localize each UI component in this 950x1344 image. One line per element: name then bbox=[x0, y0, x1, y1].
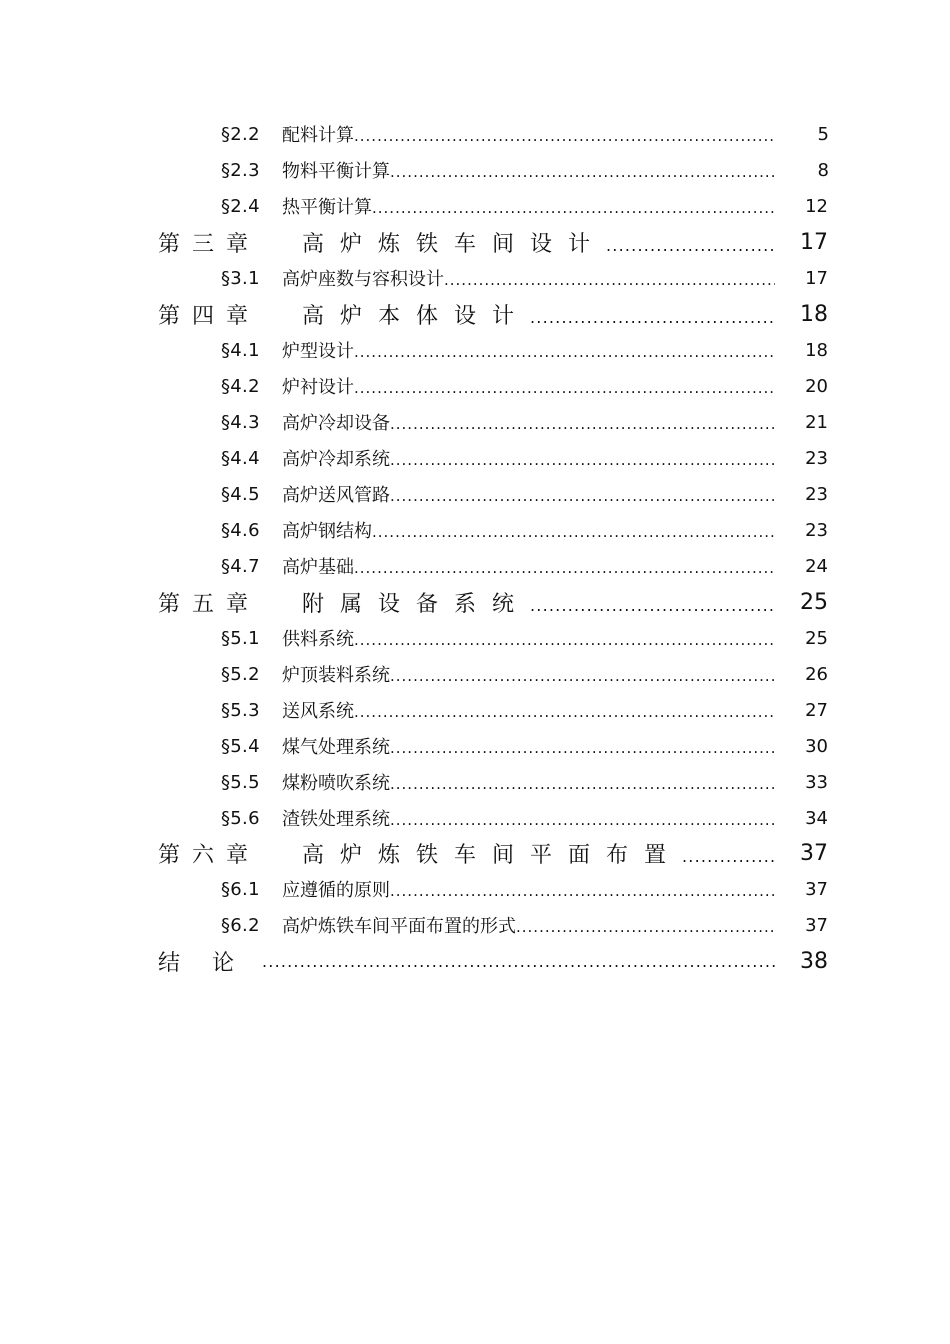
section-number: §3.1 bbox=[221, 267, 260, 289]
dot-leader bbox=[390, 451, 775, 469]
toc-entry[interactable] bbox=[0, 907, 950, 943]
section-number: §2.3 bbox=[221, 159, 260, 181]
section-number: §5.4 bbox=[221, 735, 260, 757]
section-title: 高炉炼铁车间平面布置的形式 ..... bbox=[282, 912, 775, 938]
page-number: 24 bbox=[805, 555, 828, 577]
dot-leader bbox=[444, 271, 775, 289]
section-title: 煤粉喷吹系统 ..... bbox=[282, 769, 775, 795]
section-number: §4.6 bbox=[221, 519, 260, 541]
toc-entry[interactable] bbox=[0, 404, 950, 440]
page-number: 20 bbox=[805, 375, 828, 397]
dot-leader bbox=[516, 918, 775, 936]
section-title: 炉衬设计 ..... bbox=[282, 373, 775, 399]
section-number: §6.1 bbox=[221, 878, 260, 900]
toc-entry[interactable] bbox=[0, 260, 950, 296]
toc-chapter-entry[interactable] bbox=[0, 296, 950, 332]
toc-entry[interactable] bbox=[0, 440, 950, 476]
section-number: §5.5 bbox=[221, 771, 260, 793]
section-title: 煤气处理系统 ..... bbox=[282, 733, 775, 759]
page-number: 18 bbox=[805, 339, 828, 361]
dot-leader bbox=[354, 127, 775, 145]
page-number: 38 bbox=[800, 948, 828, 974]
chapter-label: 第五章 bbox=[158, 591, 261, 617]
section-number: §2.4 bbox=[221, 195, 260, 217]
toc-entry[interactable] bbox=[0, 800, 950, 836]
toc-chapter-entry[interactable] bbox=[0, 224, 950, 260]
toc-entry[interactable] bbox=[0, 368, 950, 404]
dot-leader bbox=[390, 882, 775, 900]
dot-leader bbox=[530, 308, 775, 327]
toc-entry[interactable] bbox=[0, 512, 950, 548]
toc-entry[interactable] bbox=[0, 871, 950, 907]
page-number: 33 bbox=[805, 771, 828, 793]
dot-leader bbox=[372, 199, 775, 217]
dot-leader bbox=[390, 775, 775, 793]
section-title: 热平衡计算 ..... bbox=[282, 193, 775, 219]
toc-entry[interactable] bbox=[0, 728, 950, 764]
chapter-title: 附属设备系统 ..... bbox=[302, 587, 775, 618]
dot-leader bbox=[390, 739, 775, 757]
dot-leader bbox=[682, 847, 775, 866]
page-number: 8 bbox=[817, 159, 829, 181]
chapter-label: 第六章 bbox=[158, 842, 261, 868]
section-title: 炉型设计 ..... bbox=[282, 337, 775, 363]
page-number: 34 bbox=[805, 807, 828, 829]
section-number: §4.7 bbox=[221, 555, 260, 577]
dot-leader bbox=[390, 487, 775, 505]
toc-entry[interactable] bbox=[0, 476, 950, 512]
section-title: 高炉送风管路 ..... bbox=[282, 481, 775, 507]
section-title: 送风系统 ..... bbox=[282, 697, 775, 723]
section-title: 炉顶装料系统 ..... bbox=[282, 661, 775, 687]
page-number: 27 bbox=[805, 699, 828, 721]
dot-leader bbox=[354, 631, 775, 649]
toc-entry[interactable] bbox=[0, 116, 950, 152]
section-title: 高炉冷却系统 ..... bbox=[282, 445, 775, 471]
page-number: 23 bbox=[805, 519, 828, 541]
section-title: 高炉座数与容积设计 ..... bbox=[282, 265, 775, 291]
toc-entry[interactable] bbox=[0, 152, 950, 188]
chapter-title: 高炉炼铁车间平面布置 ..... bbox=[302, 838, 775, 869]
chapter-title: 高炉炼铁车间设计 ..... bbox=[302, 227, 775, 258]
toc-entry[interactable] bbox=[0, 188, 950, 224]
page-number: 17 bbox=[805, 267, 828, 289]
dot-leader bbox=[390, 667, 775, 685]
page-number: 30 bbox=[805, 735, 828, 757]
dot-leader bbox=[390, 163, 775, 181]
page-number: 23 bbox=[805, 483, 828, 505]
section-number: §5.3 bbox=[221, 699, 260, 721]
toc-entry[interactable] bbox=[0, 656, 950, 692]
toc-conclusion-entry[interactable] bbox=[0, 943, 950, 979]
page-number: 26 bbox=[805, 663, 828, 685]
page-number: 5 bbox=[817, 123, 829, 145]
conclusion-label: 结论 bbox=[158, 950, 267, 976]
page-number: 21 bbox=[805, 411, 828, 433]
section-number: §4.5 bbox=[221, 483, 260, 505]
section-number: §5.1 bbox=[221, 627, 260, 649]
section-title: 配料计算 ..... bbox=[282, 121, 775, 147]
page-number: 17 bbox=[800, 229, 828, 255]
toc-entry[interactable] bbox=[0, 332, 950, 368]
section-title: 高炉冷却设备 ..... bbox=[282, 409, 775, 435]
dot-leader bbox=[606, 236, 775, 255]
page-number: 25 bbox=[805, 627, 828, 649]
dot-leader bbox=[390, 811, 775, 829]
section-title: 高炉基础 ..... bbox=[282, 553, 775, 579]
section-title: 应遵循的原则 ..... bbox=[282, 876, 775, 902]
toc-entry[interactable] bbox=[0, 548, 950, 584]
section-number: §4.4 bbox=[221, 447, 260, 469]
dot-leader bbox=[354, 379, 775, 397]
page-number: 37 bbox=[800, 840, 828, 866]
dot-leader bbox=[390, 415, 775, 433]
section-number: §5.2 bbox=[221, 663, 260, 685]
page-number: 18 bbox=[800, 301, 828, 327]
section-title: 渣铁处理系统 ..... bbox=[282, 805, 775, 831]
page-number: 25 bbox=[800, 589, 828, 615]
section-number: §4.2 bbox=[221, 375, 260, 397]
dot-leader bbox=[354, 703, 775, 721]
dot-leader bbox=[372, 523, 775, 541]
section-title: 物料平衡计算 ..... bbox=[282, 157, 775, 183]
toc-chapter-entry[interactable] bbox=[0, 584, 950, 620]
section-title: 高炉钢结构 ..... bbox=[282, 517, 775, 543]
section-title: 供料系统 ..... bbox=[282, 625, 775, 651]
toc-entry[interactable] bbox=[0, 692, 950, 728]
toc-entry[interactable] bbox=[0, 764, 950, 800]
conclusion-leader bbox=[262, 952, 775, 971]
page-number: 37 bbox=[805, 878, 828, 900]
dot-leader bbox=[262, 952, 775, 971]
dot-leader bbox=[354, 343, 775, 361]
dot-leader bbox=[354, 559, 775, 577]
section-number: §5.6 bbox=[221, 807, 260, 829]
toc-entry[interactable] bbox=[0, 620, 950, 656]
chapter-title: 高炉本体设计 ..... bbox=[302, 299, 775, 330]
chapter-label: 第四章 bbox=[158, 303, 261, 329]
section-number: §4.3 bbox=[221, 411, 260, 433]
page-number: 37 bbox=[805, 914, 828, 936]
dot-leader bbox=[530, 596, 775, 615]
page-number: 12 bbox=[805, 195, 828, 217]
chapter-label: 第三章 bbox=[158, 231, 261, 257]
section-number: §6.2 bbox=[221, 914, 260, 936]
toc-chapter-entry[interactable] bbox=[0, 835, 950, 871]
section-number: §2.2 bbox=[221, 123, 260, 145]
page-number: 23 bbox=[805, 447, 828, 469]
section-number: §4.1 bbox=[221, 339, 260, 361]
